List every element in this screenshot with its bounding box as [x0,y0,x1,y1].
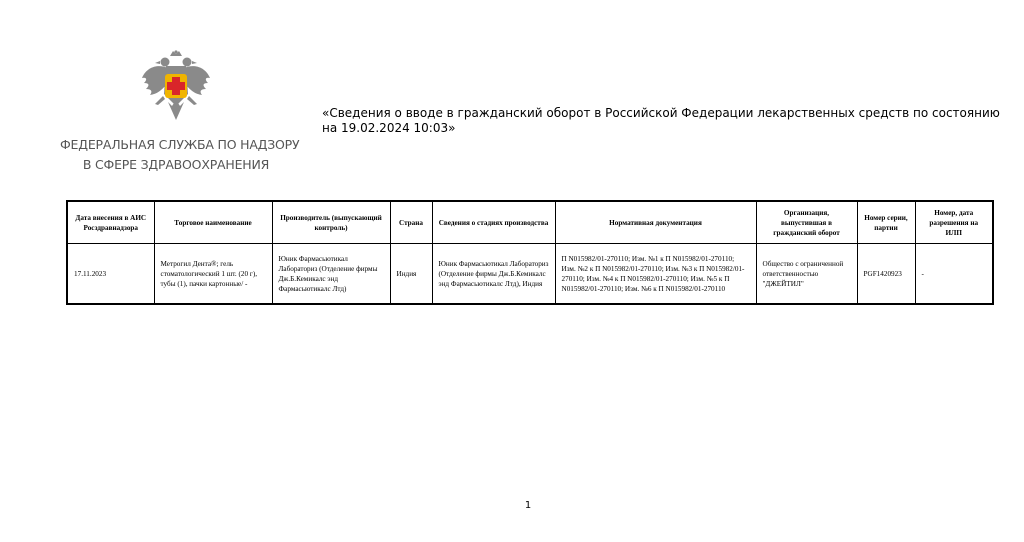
cell-permit: - [915,244,993,305]
agency-name-line1: ФЕДЕРАЛЬНАЯ СЛУЖБА ПО НАДЗОРУ [60,137,300,152]
column-header-trade-name: Торговое наименование [154,201,272,244]
column-header-permit: Номер, дата разрешения на ИЛП [915,201,993,244]
cell-country: Индия [390,244,432,305]
double-headed-eagle-emblem-icon [139,50,213,122]
document-title: «Сведения о вводе в гражданский оборот в Российской Федерации лекарственных средств по состоянию на 19.02.2024 10:03» [322,106,1000,135]
column-header-organization: Организация, выпустившая в гражданский оборот [756,201,857,244]
column-header-country: Страна [390,201,432,244]
agency-name-line2: В СФЕРЕ ЗДРАВООХРАНЕНИЯ [82,157,270,172]
cell-organization: Общество с ограниченной ответственностью "ДЖЕЙТИЛ" [756,244,857,305]
registry-table [66,200,994,305]
table-row [67,244,993,305]
page-number: 1 [524,500,532,511]
column-header-production-stages: Сведения о стадиях производства [432,201,555,244]
cell-manufacturer: Юник Фармасьютикал Лабораториз (Отделение фирмы Дж.Б.Кемикалс энд Фармасьютикалс Лтд) [272,244,390,305]
cell-date: 17.11.2023 [67,244,154,305]
cell-batch-number: PGF1420923 [857,244,915,305]
table-header-row [67,201,993,244]
cell-production-stages: Юник Фармасьютикал Лабораториз (Отделение фирмы Дж.Б.Кемикалс энд Фармасьютикалс Лтд), Индия [432,244,555,305]
cell-regulatory-docs: П N015982/01-270110; Изм. №1 к П N015982/01-270110; Изм. №2 к П N015982/01-270110; Изм. №3 к П N015982/01-270110; Изм. №4 к П N015982/01-270110; Изм. №5 к П N015982/01-270110; Изм. №6 к П N015982/01-270110 [555,244,756,305]
column-header-manufacturer: Производитель (выпускающий контроль) [272,201,390,244]
column-header-date: Дата внесения в АИС Росздравнадзора [67,201,154,244]
column-header-batch-number: Номер серии, партии [857,201,915,244]
column-header-regulatory-docs: Нормативная документация [555,201,756,244]
cell-trade-name: Метрогил Дента®; гель стоматологический 1 шт. (20 г), тубы (1), пачки картонные/ - [154,244,272,305]
agency-logo [60,50,300,178]
